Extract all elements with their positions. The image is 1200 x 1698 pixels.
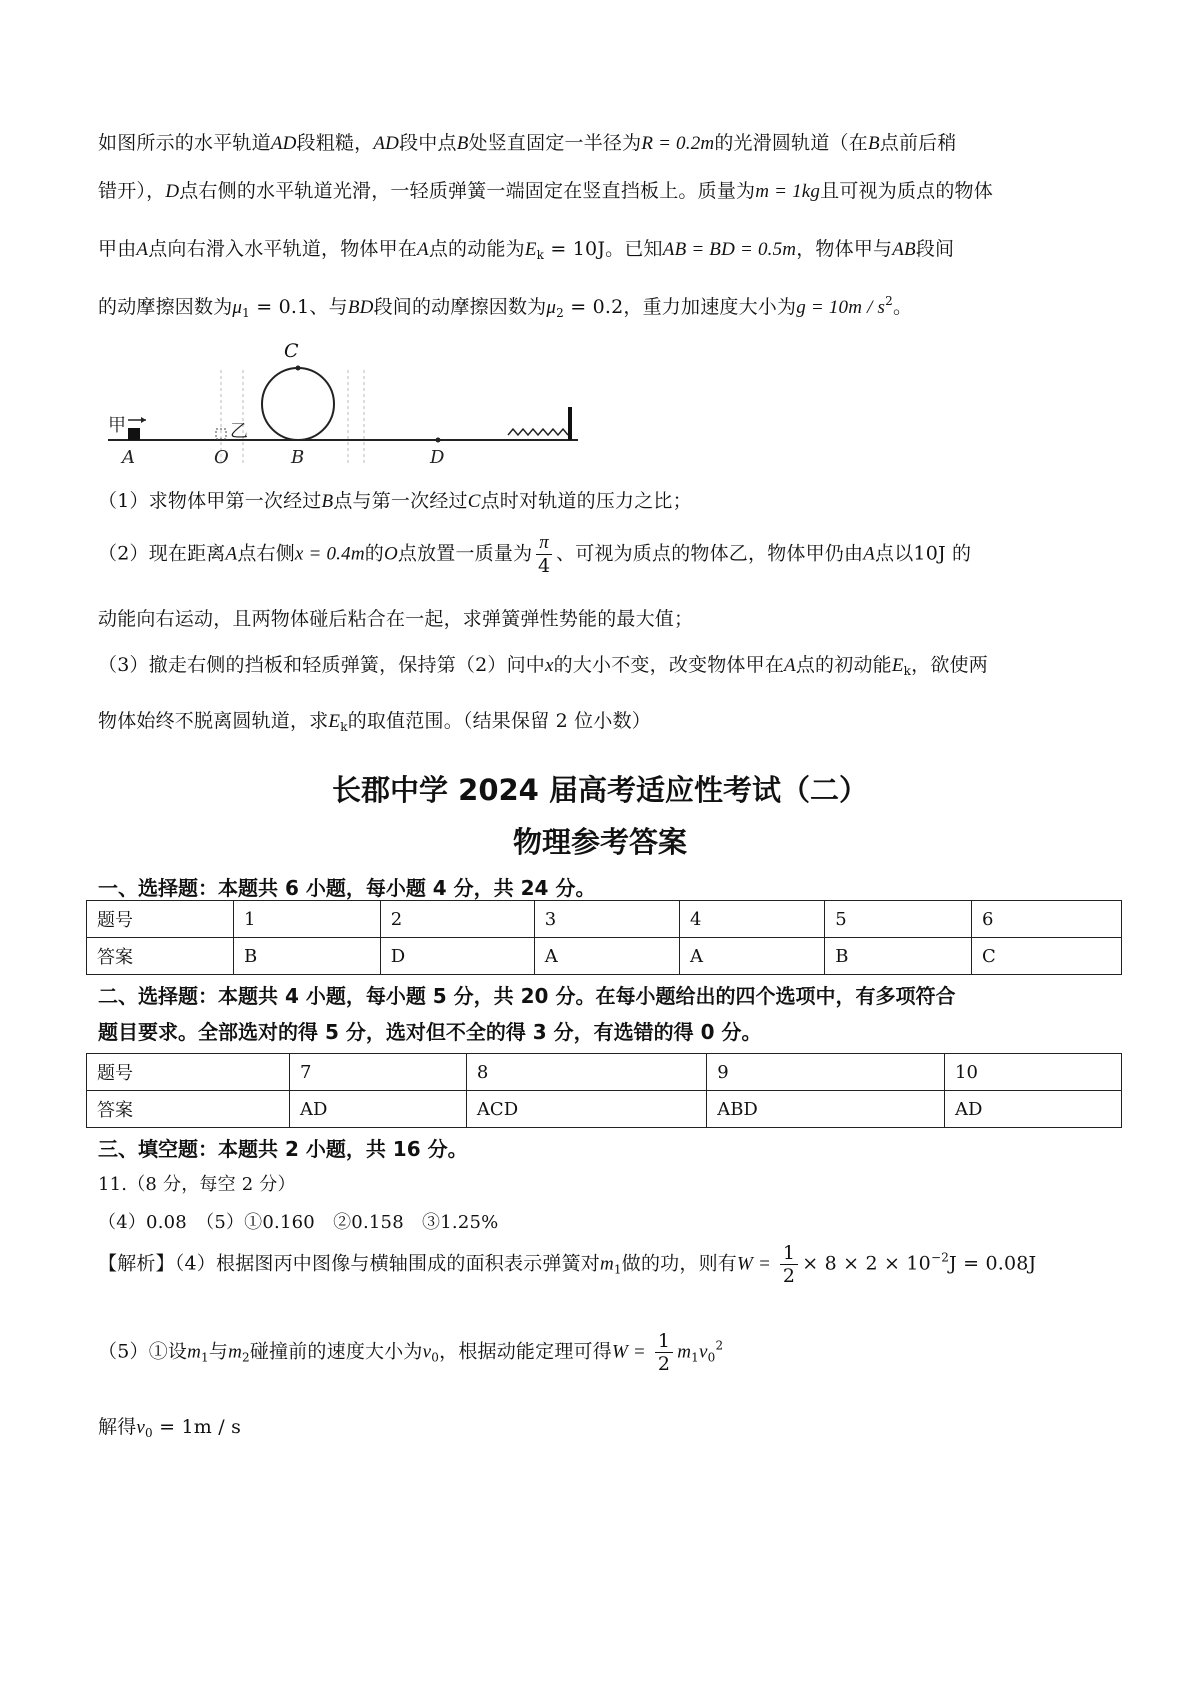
denominator: 2 xyxy=(782,1265,796,1287)
table-cell: D xyxy=(380,938,534,975)
text: ，欲使两 xyxy=(911,654,988,676)
text: 点的初动能 xyxy=(795,654,892,676)
text: 的动摩擦因数为 xyxy=(98,296,233,318)
section-1-heading: 一、选择题：本题共 6 小题，每小题 4 分，共 24 分。 xyxy=(98,876,596,900)
numerator: 1 xyxy=(655,1330,673,1353)
answer-table-2 xyxy=(86,1053,1122,1128)
text: 【解析】（4）根据图丙中图像与横轴围成的面积表示弹簧对 xyxy=(98,1252,600,1275)
table-cell: ACD xyxy=(466,1091,706,1128)
var-b: B xyxy=(321,491,334,512)
circular-track xyxy=(262,368,334,440)
gravity-eq: g = 10m / s xyxy=(796,297,886,318)
text: 甲由 xyxy=(98,238,137,260)
table-row-numbers xyxy=(87,901,1122,938)
explanation-line-2 xyxy=(98,1330,723,1375)
label-jia: 甲 xyxy=(108,415,126,436)
var-v: v xyxy=(698,1341,708,1363)
subscript: 1 xyxy=(242,306,250,320)
text: 点以10J 的 xyxy=(875,542,972,565)
subscript: 2 xyxy=(241,1350,250,1365)
text: 的大小不变，改变物体甲在 xyxy=(553,654,785,676)
table-cell: 1 xyxy=(234,901,381,938)
text: 段间的动摩擦因数为 xyxy=(373,296,547,318)
table-cell: A xyxy=(534,938,679,975)
problem-line-4 xyxy=(98,292,912,320)
text: 段中点 xyxy=(399,132,457,154)
table-cell: ABD xyxy=(707,1091,945,1128)
var-a: A xyxy=(225,543,238,565)
problem-line-1 xyxy=(98,128,957,155)
text: ，物体甲与 xyxy=(796,238,893,260)
text: 点放置一质量为 xyxy=(397,542,533,565)
explanation-line-3 xyxy=(98,1412,241,1440)
ek-value: = 10J xyxy=(544,238,606,260)
answer-table-1 xyxy=(86,900,1122,975)
denominator: 4 xyxy=(537,555,551,577)
table-cell: A xyxy=(679,938,824,975)
text: 点前后稍 xyxy=(879,132,957,154)
var-a: A xyxy=(863,543,876,565)
table-cell: 2 xyxy=(380,901,534,938)
text: 物体始终不脱离圆轨道，求 xyxy=(98,710,329,732)
var-o: O xyxy=(383,543,398,565)
subscript: 1 xyxy=(691,1350,699,1365)
text: ，根据动能定理可得 xyxy=(439,1340,612,1363)
text: ，重力加速度大小为 xyxy=(623,296,797,318)
text: 。已知 xyxy=(605,238,663,260)
point-d-dot xyxy=(436,438,441,443)
text: 如图所示的水平轨道 xyxy=(98,132,271,154)
table-cell: 9 xyxy=(707,1054,945,1091)
question-3 xyxy=(98,650,988,678)
text: 点时对轨道的压力之比； xyxy=(480,490,692,512)
label-d: D xyxy=(430,447,445,468)
text: 段间 xyxy=(915,238,955,260)
table-cell: 10 xyxy=(945,1054,1122,1091)
var-v: v xyxy=(422,1341,432,1363)
var-bd: BD xyxy=(347,297,374,318)
mu1-value: = 0.1 xyxy=(250,296,310,318)
table-cell: AD xyxy=(290,1091,467,1128)
text: 点的动能为 xyxy=(428,238,525,260)
question-2 xyxy=(98,532,971,577)
section-2-heading-1: 二、选择题：本题共 4 小题，每小题 5 分，共 20 分。在每小题给出的四个选项中，有多项符合 xyxy=(98,984,956,1008)
superscript: −2 xyxy=(930,1250,950,1265)
table-cell: 8 xyxy=(466,1054,706,1091)
length-eq: AB = BD = 0.5m xyxy=(662,239,797,260)
subscript: 0 xyxy=(145,1426,153,1440)
table-cell: AD xyxy=(945,1091,1122,1128)
text: 解得 xyxy=(98,1416,137,1438)
mu2-value: = 0.2 xyxy=(563,296,624,318)
var-a: A xyxy=(784,655,796,676)
var-mu: μ xyxy=(546,297,557,318)
question-2-cont: 动能向右运动，且两物体碰后粘合在一起，求弹簧弹性势能的最大值； xyxy=(98,608,694,630)
text: （2）现在距离 xyxy=(98,542,226,565)
mass-eq: m = 1kg xyxy=(755,181,821,202)
table-cell: 5 xyxy=(825,901,972,938)
spring xyxy=(508,429,568,435)
var-a: A xyxy=(136,239,149,260)
var-m: m xyxy=(187,1341,202,1363)
var-b: B xyxy=(867,133,880,154)
label-yi: 乙 xyxy=(230,421,248,442)
label-b: B xyxy=(291,447,305,468)
text: （1）求物体甲第一次经过 xyxy=(98,490,322,512)
label-o: O xyxy=(214,447,229,468)
explanation-line-1 xyxy=(98,1242,1036,1287)
var-ek: E xyxy=(891,655,904,676)
text: 的 xyxy=(364,542,384,565)
text: 、与 xyxy=(309,296,348,318)
table-row-answers xyxy=(87,938,1122,975)
var-x: x xyxy=(544,655,554,676)
var-mu: μ xyxy=(232,297,243,318)
row-label: 答案 xyxy=(87,938,234,975)
subscript: k xyxy=(536,248,545,262)
block-jia xyxy=(128,428,140,440)
var-v: v xyxy=(136,1417,146,1438)
table-cell: C xyxy=(971,938,1121,975)
text: 点与第一次经过 xyxy=(333,490,468,512)
text: = 1m / s xyxy=(152,1416,242,1438)
var-b: B xyxy=(456,133,469,154)
text: × 8 × 2 × 10 xyxy=(802,1252,931,1275)
problem-line-2 xyxy=(98,176,993,203)
subscript: 1 xyxy=(201,1350,209,1365)
table-cell: B xyxy=(234,938,381,975)
question-3-cont xyxy=(98,706,651,734)
fraction-half xyxy=(655,1330,673,1375)
subscript: k xyxy=(903,664,912,678)
table-cell: 6 xyxy=(971,901,1121,938)
section-2-heading-2: 题目要求。全部选对的得 5 分，选对但不全的得 3 分，有选错的得 0 分。 xyxy=(98,1020,762,1044)
radius-eq: R = 0.2m xyxy=(641,133,715,154)
var-m: m xyxy=(228,1341,242,1363)
table-cell: B xyxy=(825,938,972,975)
subscript: 1 xyxy=(613,1262,622,1277)
var-c: C xyxy=(467,491,481,512)
text: 、可视为质点的物体乙，物体甲仍由 xyxy=(556,542,864,565)
row-label: 题号 xyxy=(87,901,234,938)
var-m: m xyxy=(677,1341,692,1363)
text: （3）撤走右侧的挡板和轻质弹簧，保持第（2）问中 xyxy=(98,654,545,676)
text: （5）①设 xyxy=(98,1340,188,1363)
superscript: 2 xyxy=(885,294,893,308)
fraction-half xyxy=(780,1242,798,1287)
subscript: 0 xyxy=(431,1350,440,1365)
text: 处竖直固定一半径为 xyxy=(468,132,642,154)
text: 的光滑圆轨道（在 xyxy=(714,132,868,154)
var-m: m xyxy=(600,1253,614,1275)
text: J = 0.08J xyxy=(949,1252,1037,1275)
var-ab: AB xyxy=(892,239,916,260)
denominator: 2 xyxy=(657,1353,671,1375)
var-w: W = xyxy=(736,1253,776,1275)
label-a: A xyxy=(122,447,135,468)
text: 点向右滑入水平轨道，物体甲在 xyxy=(148,238,418,260)
text: 段粗糙， xyxy=(296,132,374,154)
var-ek: E xyxy=(328,711,341,732)
var-ek: E xyxy=(524,239,537,260)
table-cell: 4 xyxy=(679,901,824,938)
problem-line-3 xyxy=(98,234,954,262)
table-row-numbers xyxy=(87,1054,1122,1091)
text: 做的功，则有 xyxy=(621,1252,737,1275)
section-3-heading: 三、填空题：本题共 2 小题，共 16 分。 xyxy=(98,1137,468,1161)
var-a: A xyxy=(417,239,429,260)
text: 点右侧 xyxy=(237,542,295,565)
point-c-dot xyxy=(296,366,301,371)
table-row-answers xyxy=(87,1091,1122,1128)
numerator: π xyxy=(536,532,552,555)
q11-answers: （4）0.08 （5）①0.160 ②0.158 ③1.25% xyxy=(98,1212,499,1233)
superscript: 2 xyxy=(715,1338,724,1353)
text: 点右侧的水平轨道光滑，一轻质弹簧一端固定在竖直挡板上。质量为 xyxy=(179,180,756,202)
label-c: C xyxy=(284,340,299,362)
table-cell: 7 xyxy=(290,1054,467,1091)
row-label: 题号 xyxy=(87,1054,290,1091)
subscript: 0 xyxy=(707,1350,716,1365)
text: 碰撞前的速度大小为 xyxy=(249,1340,423,1363)
row-label: 答案 xyxy=(87,1091,290,1128)
var-ad: AD xyxy=(270,133,297,154)
subscript: k xyxy=(340,720,348,734)
table-cell: 3 xyxy=(534,901,679,938)
x-eq: x = 0.4m xyxy=(294,543,365,565)
text: 且可视为质点的物体 xyxy=(820,180,993,202)
text: 。 xyxy=(892,296,913,318)
var-d: D xyxy=(165,181,180,202)
page-subtitle: 物理参考答案 xyxy=(512,825,687,859)
var-w: W = xyxy=(611,1341,651,1363)
arrow-icon xyxy=(141,417,146,423)
q11-header: 11.（8 分，每空 2 分） xyxy=(98,1174,296,1195)
text: 错开）， xyxy=(98,180,166,202)
text: 与 xyxy=(208,1340,229,1363)
numerator: 1 xyxy=(780,1242,798,1265)
mass-fraction xyxy=(536,532,552,577)
question-1 xyxy=(98,486,692,513)
text: 的取值范围。（结果保留 2 位小数） xyxy=(347,710,651,732)
subscript: 2 xyxy=(556,306,564,320)
var-ad: AD xyxy=(373,133,400,154)
page-title: 长郡中学 2024 届高考适应性考试（二） xyxy=(332,773,868,807)
